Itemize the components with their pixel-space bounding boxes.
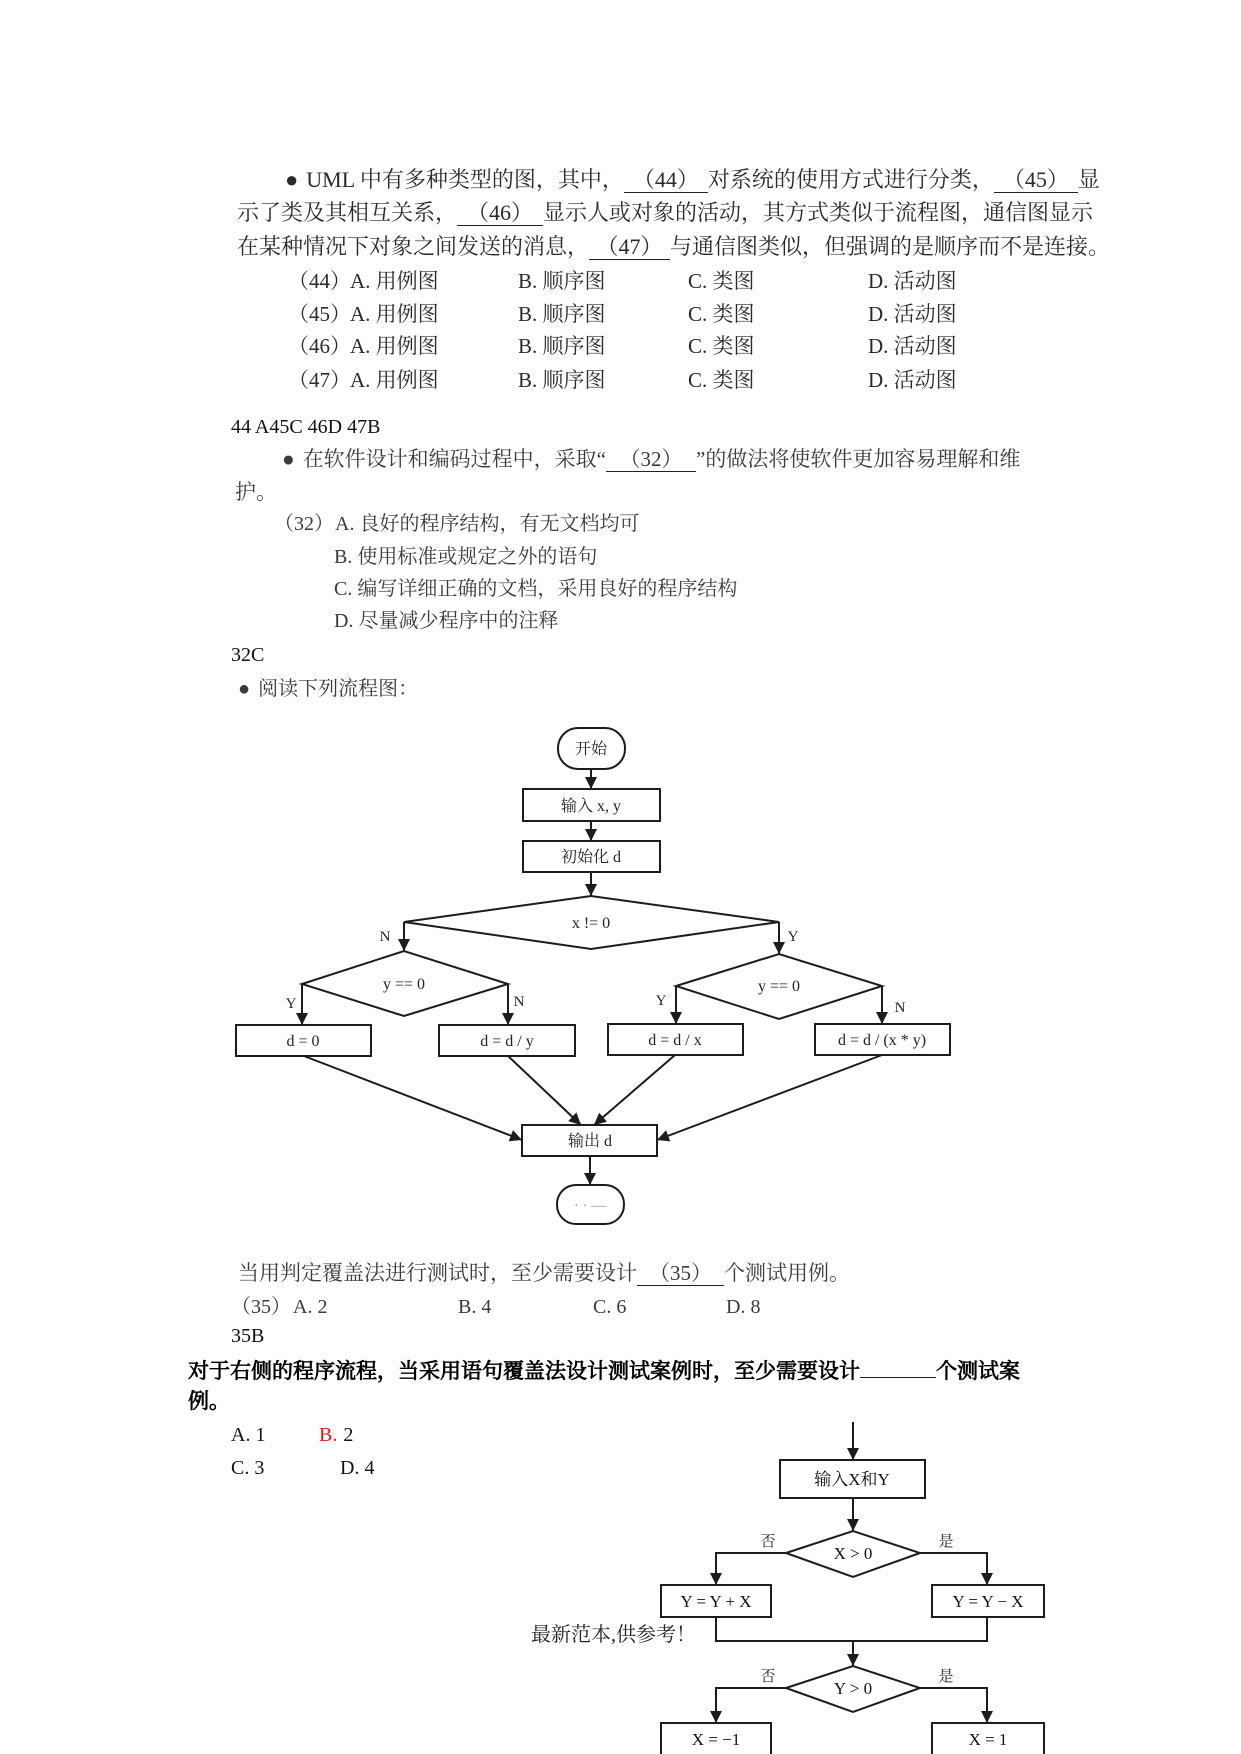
statement-options-row-2: [0, 1454, 1241, 1482]
blank-47: （47）: [589, 235, 670, 260]
decision-coverage-flowchart: [236, 728, 950, 1224]
option-b: [319, 1421, 353, 1449]
end-label: · · —: [573, 1198, 607, 1214]
option-b: B. 顺序图: [518, 302, 606, 326]
decision-2-yes-label: 是: [938, 1669, 954, 1685]
option-a: A. 用例图: [350, 368, 439, 392]
option-number: （47）: [288, 368, 351, 392]
flowchart-intro-text: 阅读下列流程图：: [258, 678, 419, 700]
option-b: B. 4: [458, 1296, 492, 1318]
decision-left-yes-label: Y: [285, 996, 297, 1012]
blank-35: （35）: [637, 1261, 724, 1286]
uml-line-1-lead: UML 中有多种类型的图，其中，: [306, 167, 624, 192]
blank-32: （32）: [606, 447, 696, 472]
option-d: D. 活动图: [868, 368, 957, 392]
option-d: D. 活动图: [868, 334, 957, 358]
decision-left-label: y == 0: [382, 976, 426, 993]
assign-y-plus-label: Y = Y + X: [680, 1592, 752, 1611]
option-d: D. 活动图: [868, 269, 957, 293]
statement-question-line-2: [188, 1387, 230, 1415]
option-c: C. 类图: [688, 302, 755, 326]
decision-right-label: y == 0: [757, 978, 801, 995]
design-answer-text: 32C: [231, 644, 265, 666]
input-label: 输入 x, y: [560, 798, 622, 815]
flowchart-answer-text: 35B: [231, 1325, 265, 1347]
process-box-3-label: d = d / x: [648, 1032, 702, 1049]
option-a: A. 用例图: [350, 302, 439, 326]
design-option-d-row: [0, 607, 1241, 635]
option-b-letter: B.: [319, 1424, 338, 1446]
decision-right-yes-label: Y: [655, 993, 667, 1009]
option-c: C. 类图: [688, 269, 755, 293]
option-b: B. 使用标准或规定之外的语句: [334, 546, 598, 568]
arrow-cond2-yes: [920, 1688, 987, 1723]
option-number: （46）: [288, 334, 351, 358]
option-a: A. 1: [231, 1424, 266, 1446]
uml-line-2-tail: 显示人或对象的活动，其方式类似于流程图，通信图显示: [543, 200, 1094, 225]
design-answer: [231, 641, 264, 669]
option-c: C. 类图: [688, 334, 755, 358]
option-d: D. 8: [726, 1296, 761, 1318]
design-line-1-lead: 在软件设计和编码过程中，采取“: [302, 447, 607, 471]
decision-2-no-label: 否: [760, 1669, 776, 1685]
init-label: 初始化 d: [560, 849, 622, 866]
decision-x-gt-zero-label: X > 0: [833, 1544, 873, 1563]
option-b: B. 顺序图: [518, 334, 606, 358]
bullet-icon: ●: [285, 167, 299, 192]
design-line-2: 护。: [235, 480, 277, 504]
flowchart-question-tail: 个测试用例。: [724, 1261, 850, 1285]
option-number: （32）: [274, 513, 334, 535]
blank-46: （46）: [457, 201, 543, 226]
statement-options-row-1: [0, 1421, 1241, 1449]
blank-44: （44）: [624, 168, 708, 193]
assign-y-minus-label: Y = Y − X: [952, 1592, 1024, 1611]
process-box-1-label: d = 0: [286, 1033, 320, 1050]
process-box-2-label: d = d / y: [480, 1033, 534, 1050]
design-question-line-2: [235, 478, 277, 506]
uml-line-2-lead: 示了类及其相互关系，: [237, 200, 458, 225]
option-c: C. 类图: [688, 368, 755, 392]
decision-1-no-label: 否: [760, 1534, 776, 1550]
uml-options-row-46: [0, 332, 1241, 360]
arrow-cond1-no: [716, 1553, 786, 1585]
arrow-box1-to-output: [304, 1056, 522, 1140]
option-number: （45）: [288, 302, 351, 326]
option-a: A. 2: [293, 1296, 328, 1318]
decision-x-label: x != 0: [571, 915, 611, 932]
assign-x-neg-label: X = −1: [691, 1730, 741, 1749]
decision-x-yes-label: Y: [787, 929, 799, 945]
option-b: B. 顺序图: [518, 269, 606, 293]
decision-right-no-label: N: [894, 1000, 906, 1016]
output-label: 输出 d: [567, 1133, 613, 1150]
bullet-icon: ●: [282, 447, 295, 471]
merge-line: [716, 1617, 987, 1641]
decision-x-no-label: N: [379, 929, 391, 945]
option-a: A. 用例图: [350, 269, 439, 293]
uml-question-line-3: [237, 233, 1110, 261]
arrow-box3-to-output: [594, 1055, 675, 1125]
footer-note: [531, 1621, 696, 1649]
option-a: A. 用例图: [350, 334, 439, 358]
uml-options-row-47: [0, 366, 1241, 394]
option-c: C. 3: [231, 1457, 265, 1479]
design-option-b-row: [0, 543, 1241, 571]
input-xy-label: 输入X和Y: [814, 1470, 890, 1489]
option-d: D. 4: [340, 1457, 375, 1479]
uml-line-3-lead: 在某种情况下对象之间发送的消息，: [237, 234, 590, 259]
design-line-1-tail: ”的做法将使软件更加容易理解和维: [696, 447, 1021, 471]
arrow-cond2-no: [716, 1688, 786, 1723]
flowchart-answer: [231, 1322, 264, 1350]
design-question-line-1: [282, 445, 1020, 473]
statement-blank: [860, 1355, 936, 1378]
process-box-4-label: d = d / (x * y): [837, 1032, 927, 1049]
statement-question-line-1: [188, 1355, 1020, 1385]
blank-45: （45）: [994, 168, 1078, 193]
footer-note-text: 最新范本,供参考！: [531, 1624, 696, 1646]
option-b-value: 2: [343, 1424, 354, 1446]
uml-question-line-2: [237, 199, 1093, 227]
arrow-cond1-yes: [920, 1553, 987, 1585]
option-number: （44）: [288, 269, 351, 293]
flowchart-intro: [238, 675, 418, 703]
option-d: D. 尽量减少程序中的注释: [334, 610, 559, 632]
uml-answer: [231, 413, 380, 441]
bullet-icon: ●: [238, 678, 251, 700]
design-option-c-row: [0, 575, 1241, 603]
assign-x-pos-label: X = 1: [968, 1730, 1008, 1749]
decision-left-no-label: N: [513, 994, 525, 1010]
option-c: C. 6: [593, 1296, 627, 1318]
arrow-box4-to-output: [657, 1055, 882, 1140]
decision-1-yes-label: 是: [938, 1534, 954, 1550]
decision-y-gt-zero-label: Y > 0: [833, 1679, 873, 1698]
option-a: A. 良好的程序结构，有无文档均可: [335, 513, 640, 535]
design-option-a-row: [0, 510, 1241, 538]
uml-line-1-mid: 对系统的使用方式进行分类，: [707, 167, 994, 192]
start-label: 开始: [574, 741, 608, 758]
option-number: （35）: [231, 1296, 291, 1318]
uml-options-row-44: [0, 267, 1241, 295]
flowchart-options-row: [0, 1293, 1241, 1321]
option-d: D. 活动图: [868, 302, 957, 326]
uml-question-line-1: [285, 166, 1100, 194]
statement-line-1-lead: 对于右侧的程序流程，当采用语句覆盖法设计测试案例时，至少需要设计: [188, 1359, 860, 1383]
statement-line-1-tail: 个测试案: [936, 1359, 1020, 1383]
option-c: C. 编写详细正确的文档，采用良好的程序结构: [334, 578, 738, 600]
uml-line-3-tail: 与通信图类似，但强调的是顺序而不是连接。: [670, 234, 1111, 259]
flowchart-question-text: [238, 1259, 850, 1287]
flowchart-question-lead: 当用判定覆盖法进行测试时，至少需要设计: [238, 1261, 637, 1285]
uml-line-1-tail: 显: [1077, 167, 1100, 192]
uml-options-row-45: [0, 300, 1241, 328]
statement-line-2: 例。: [188, 1389, 230, 1413]
option-b: B. 顺序图: [518, 368, 606, 392]
arrow-box2-to-output: [508, 1056, 581, 1125]
uml-answer-text: 44 A45C 46D 47B: [231, 416, 381, 438]
